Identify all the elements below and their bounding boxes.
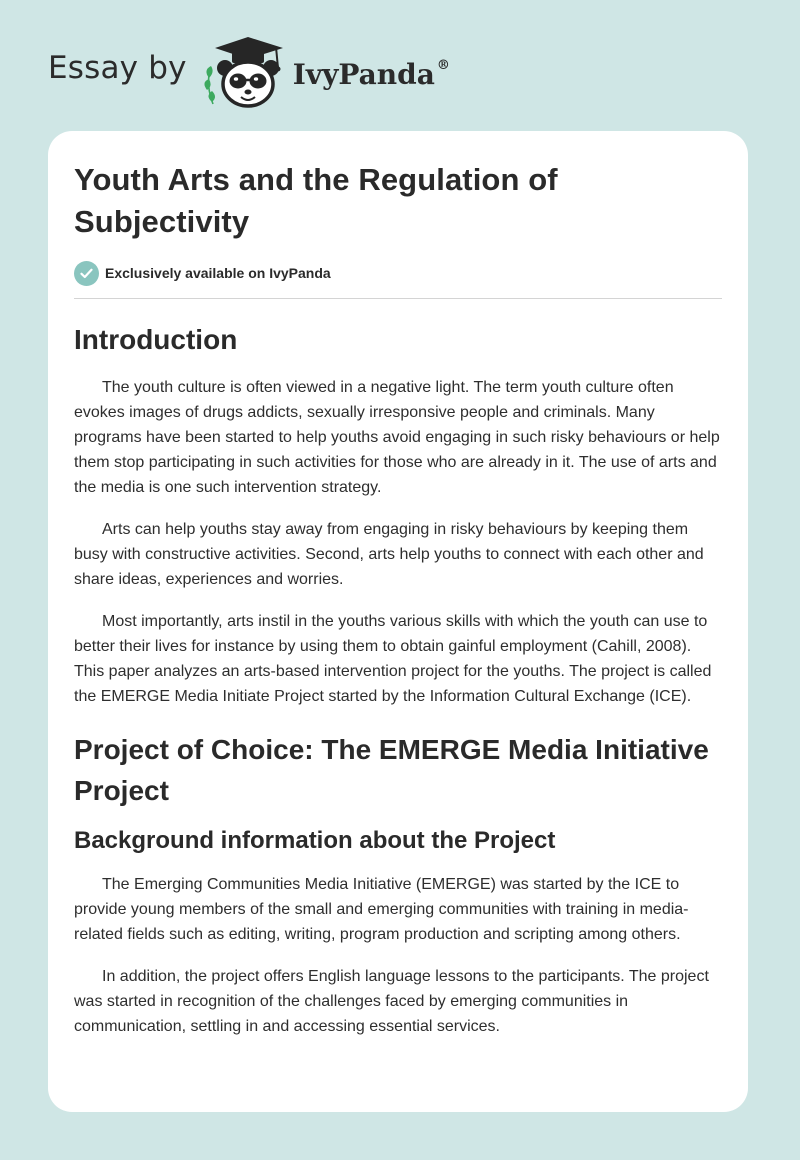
- subsection-heading-background: Background information about the Project: [74, 827, 556, 854]
- project-paragraph-2: In addition, the project offers English language lessons to the participants. The project was started in recognition of the challenges faced by emerging communities in communication, settling in and accessing essential services.: [74, 968, 709, 1035]
- panda-logo-svg: [203, 34, 289, 110]
- registered-mark: ®: [436, 58, 450, 74]
- panda-nose: [244, 90, 251, 95]
- brand-name[interactable]: [293, 58, 450, 91]
- exclusive-label: Exclusively available on IvyPanda: [105, 265, 331, 281]
- essay-card: [48, 131, 748, 1112]
- panda-left-eye-patch: [229, 74, 246, 89]
- panda-right-eye-patch: [249, 74, 266, 89]
- intro-paragraph-3: Most importantly, arts instil in the youths various skills with which the youth can use to better their lives for instance by using them to obtain gainful employment (Cahill, 2008). This paper analyzes an arts-based intervention project for the youths. The project is called the EMERGE Media Initiate Project started by the Information Cultural Exchange (ICE).: [74, 613, 712, 705]
- panda-right-eye-shine: [254, 77, 258, 81]
- site-header: [48, 34, 450, 110]
- check-mark-svg: [80, 268, 93, 279]
- panda-logo-icon[interactable]: [203, 34, 289, 110]
- title-divider: [74, 298, 722, 299]
- essay-by-label: Essay by: [48, 50, 187, 86]
- check-icon: [74, 261, 99, 286]
- intro-paragraph-2: Arts can help youths stay away from engaging in risky behaviours by keeping them busy with constructive activities. Second, arts help youths to connect with each other and share ideas, experiences and worries.: [74, 521, 704, 588]
- section-heading-introduction: Introduction: [74, 324, 238, 355]
- project-paragraph-1: The Emerging Communities Media Initiative (EMERGE) was started by the ICE to provide young members of the small and emerging communities with training in media-related fields such as editing, writing, program production and scripting among others.: [74, 876, 689, 943]
- essay-title: Youth Arts and the Regulation of Subjectivity: [74, 162, 558, 239]
- section-heading-project: Project of Choice: The EMERGE Media Initiative Project: [74, 734, 709, 806]
- brand-text: IvyPanda: [292, 57, 435, 91]
- panda-left-eye-shine: [234, 77, 238, 81]
- exclusive-badge: [74, 260, 722, 286]
- intro-paragraph-1: The youth culture is often viewed in a negative light. The term youth culture often evokes images of drugs addicts, sexually irresponsive people and criminals. Many programs have been started to help youths avoid engaging in such risky behaviours or help them stop participating in such activities for those who are already in it. The use of arts and the media is one such intervention strategy.: [74, 379, 720, 496]
